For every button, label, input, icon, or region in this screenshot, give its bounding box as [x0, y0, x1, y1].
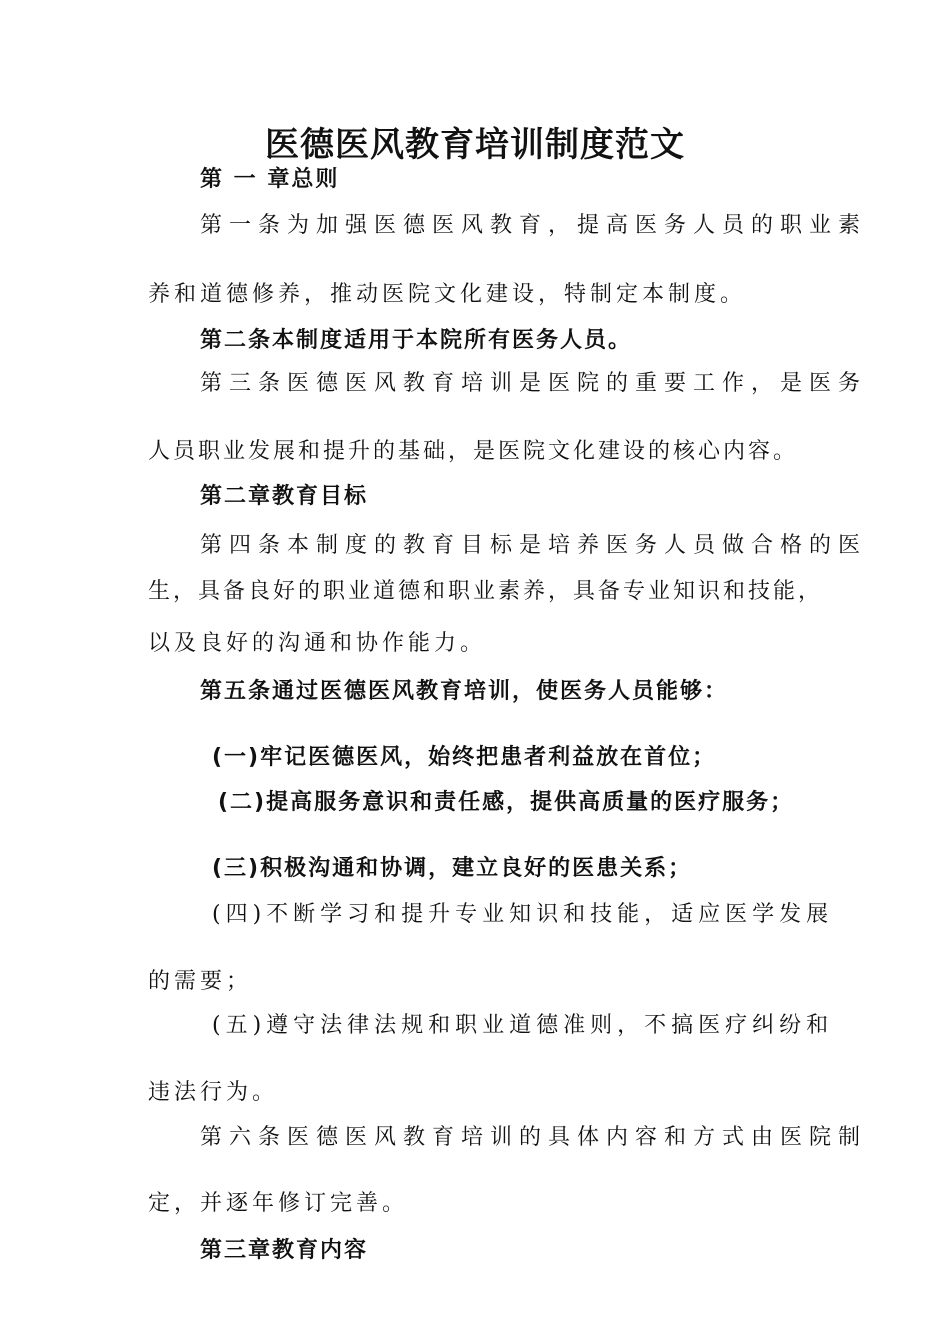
article-5-item-2: (二)提高服务意识和责任感，提供高质量的医疗服务； [218, 790, 795, 815]
article-6-line-2: 定，并逐年修订完善。 [148, 1191, 409, 1216]
chapter-2-heading: 第二章教育目标 [200, 484, 369, 509]
article-1-line-1: 第一条为加强医德医风教育，提高医务人员的职业素 [200, 213, 868, 238]
chapter-3-heading: 第三章教育内容 [200, 1238, 369, 1263]
article-5-item-3: (三)积极沟通和协调，建立良好的医患关系； [212, 856, 693, 881]
article-6-line-1: 第六条医德医风教育培训的具体内容和方式由医院制 [200, 1125, 868, 1150]
article-4-line-1: 第四条本制度的教育目标是培养医务人员做合格的医 [200, 533, 868, 558]
chapter-1-heading: 第 一 章总则 [200, 167, 340, 192]
article-2: 第二条本制度适用于本院所有医务人员。 [200, 328, 633, 353]
article-3-line-2: 人员职业发展和提升的基础，是医院文化建设的核心内容。 [148, 439, 799, 464]
article-3-line-1: 第三条医德医风教育培训是医院的重要工作，是医务 [200, 371, 868, 396]
article-5-intro: 第五条通过医德医风教育培训，使医务人员能够： [200, 679, 729, 704]
article-4-line-3: 以及良好的沟通和协作能力。 [148, 631, 487, 656]
article-1-line-2: 养和道德修养，推动医院文化建设，特制定本制度。 [148, 282, 747, 307]
article-4-line-2: 生，具备良好的职业道德和职业素养，具备专业知识和技能， [148, 579, 824, 604]
article-5-item-1: (一)牢记医德医风，始终把患者利益放在首位； [212, 745, 717, 770]
document-title: 医德医风教育培训制度范文 [265, 125, 685, 165]
article-5-item-4-line-1: (四)不断学习和提升专业知识和技能，适应医学发展 [212, 902, 834, 927]
article-5-item-4-line-2: 的需要； [148, 969, 253, 994]
article-5-item-5-line-2: 违法行为。 [148, 1080, 279, 1105]
article-5-item-5-line-1: (五)遵守法律法规和职业道德准则，不搞医疗纠纷和 [212, 1013, 834, 1038]
